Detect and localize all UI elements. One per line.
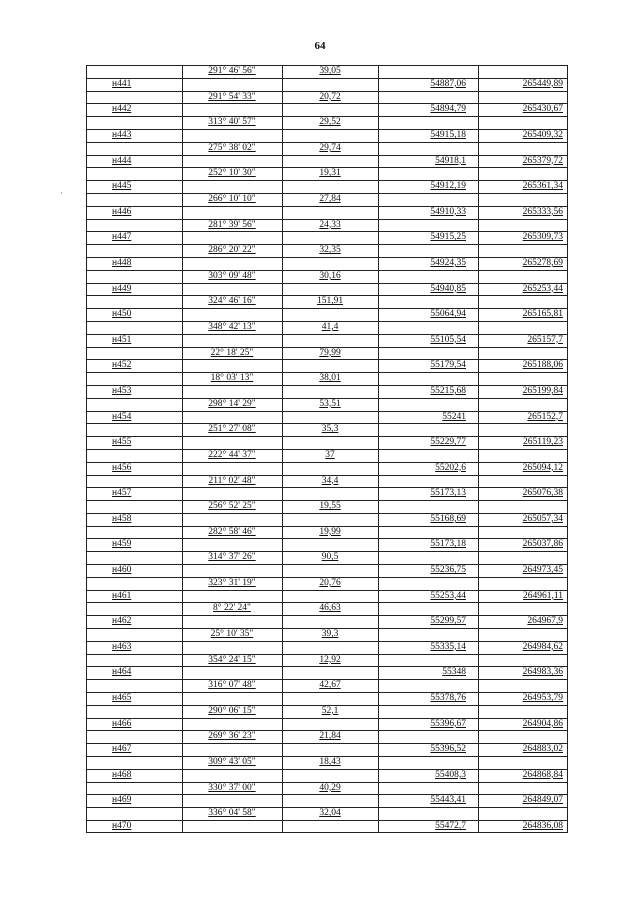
y-coordinate: 264883,02 <box>522 744 563 755</box>
y-coordinate: 264868,84 <box>522 769 563 780</box>
x-coordinate: 55396,67 <box>430 718 466 729</box>
direction-angle: 25° 10' 35" <box>210 629 254 640</box>
distance: 53,51 <box>319 398 341 409</box>
point-row <box>86 692 568 705</box>
point-row <box>86 564 568 577</box>
x-coordinate: 54910,33 <box>430 206 466 217</box>
distance: 34,4 <box>321 475 339 486</box>
distance: 21,84 <box>319 731 341 742</box>
direction-angle: 290° 06' 15" <box>208 705 256 716</box>
segment-row <box>86 449 568 462</box>
segment-row <box>86 756 568 769</box>
point-row <box>86 538 568 551</box>
x-coordinate: 55396,52 <box>430 744 466 755</box>
point-name: н457 <box>112 488 132 499</box>
x-coordinate: 54894,79 <box>430 104 466 115</box>
distance: 18,43 <box>319 757 341 768</box>
direction-angle: 336° 04' 58" <box>208 808 256 819</box>
column-divider <box>567 65 568 833</box>
direction-angle: 281° 39' 56" <box>208 219 256 230</box>
distance: 39,05 <box>319 66 341 76</box>
segment-row <box>86 782 568 795</box>
point-row <box>86 78 568 91</box>
x-coordinate: 54887,06 <box>430 78 466 89</box>
distance: 52,1 <box>321 705 339 716</box>
segment-row <box>86 500 568 513</box>
distance: 42,67 <box>319 680 341 691</box>
y-coordinate: 265094,12 <box>522 462 563 473</box>
point-name: н442 <box>112 104 132 115</box>
direction-angle: 269° 36' 23" <box>208 731 256 742</box>
column-divider <box>282 65 283 833</box>
y-coordinate: 264836,08 <box>522 821 563 832</box>
point-row <box>86 129 568 142</box>
y-coordinate: 265309,73 <box>522 232 563 243</box>
direction-angle: 303° 09' 48" <box>208 270 256 281</box>
point-row <box>86 487 568 500</box>
distance: 19,55 <box>319 501 341 512</box>
distance: 35,3 <box>321 424 339 435</box>
point-name: н466 <box>112 718 132 729</box>
point-name: н456 <box>112 462 132 473</box>
segment-row <box>86 628 568 641</box>
point-name: н454 <box>112 411 132 422</box>
y-coordinate: 265152,7 <box>527 411 563 422</box>
direction-angle: 222° 44' 37" <box>208 449 256 460</box>
x-coordinate: 55105,54 <box>430 334 466 345</box>
x-coordinate: 55299,57 <box>430 616 466 627</box>
point-row <box>86 308 568 321</box>
distance: 37 <box>325 449 335 460</box>
direction-angle: 323° 31' 19" <box>208 577 256 588</box>
stray-mark: · <box>60 188 63 198</box>
x-coordinate: 55179,54 <box>430 360 466 371</box>
x-coordinate: 54940,85 <box>430 283 466 294</box>
point-row <box>86 411 568 424</box>
x-coordinate: 55236,75 <box>430 565 466 576</box>
point-row <box>86 641 568 654</box>
point-name: н467 <box>112 744 132 755</box>
distance: 90,5 <box>321 552 339 563</box>
direction-angle: 309° 43' 05" <box>208 757 256 768</box>
y-coordinate: 264967,9 <box>527 616 563 627</box>
point-row <box>86 590 568 603</box>
y-coordinate: 264849,07 <box>522 795 563 806</box>
point-row <box>86 743 568 756</box>
y-coordinate: 264984,62 <box>522 641 563 652</box>
point-row <box>86 615 568 628</box>
column-divider <box>378 65 379 833</box>
y-coordinate: 265361,34 <box>522 181 563 192</box>
x-coordinate: 55215,68 <box>430 385 466 396</box>
segment-row <box>86 347 568 360</box>
point-row <box>86 359 568 372</box>
point-name: н446 <box>112 206 132 217</box>
distance: 46,63 <box>319 603 341 614</box>
segment-row <box>86 91 568 104</box>
x-coordinate: 55229,77 <box>430 437 466 448</box>
direction-angle: 316° 07' 48" <box>208 680 256 691</box>
y-coordinate: 264904,86 <box>522 718 563 729</box>
x-coordinate: 54912,19 <box>430 181 466 192</box>
point-name: н445 <box>112 181 132 192</box>
point-name: н463 <box>112 641 132 652</box>
x-coordinate: 54918,1 <box>435 155 466 166</box>
page-number: 64 <box>314 40 326 52</box>
point-name: н465 <box>112 693 132 704</box>
point-name: н444 <box>112 155 132 166</box>
direction-angle: 18° 03' 13" <box>210 373 254 384</box>
direction-angle: 324° 46' 16" <box>208 296 256 307</box>
segment-row <box>86 65 568 78</box>
segment-row <box>86 577 568 590</box>
segment-row <box>86 526 568 539</box>
distance: 39,3 <box>321 629 339 640</box>
segment-row <box>86 398 568 411</box>
segment-row <box>86 116 568 129</box>
distance: 40,29 <box>319 782 341 793</box>
distance: 20,72 <box>319 91 341 102</box>
direction-angle: 291° 54' 33" <box>208 91 256 102</box>
y-coordinate: 264961,11 <box>522 590 563 601</box>
direction-angle: 211° 02' 48" <box>208 475 256 486</box>
direction-angle: 251° 27' 08" <box>208 424 256 435</box>
x-coordinate: 54924,35 <box>430 257 466 268</box>
point-name: н452 <box>112 360 132 371</box>
y-coordinate: 265157,7 <box>527 334 563 345</box>
x-coordinate: 55378,76 <box>430 693 466 704</box>
point-row <box>86 257 568 270</box>
point-name: н462 <box>112 616 132 627</box>
point-row <box>86 718 568 731</box>
x-coordinate: 54915,25 <box>430 232 466 243</box>
point-name: н455 <box>112 437 132 448</box>
direction-angle: 286° 20' 22" <box>208 245 256 256</box>
x-coordinate: 55173,18 <box>430 539 466 550</box>
y-coordinate: 265076,38 <box>522 488 563 499</box>
x-coordinate: 55241 <box>442 411 466 422</box>
coordinate-table <box>86 65 568 833</box>
point-row <box>86 820 568 833</box>
direction-angle: 266° 10' 10" <box>208 193 256 204</box>
y-coordinate: 265037,86 <box>522 539 563 550</box>
direction-angle: 330° 37' 00" <box>208 782 256 793</box>
point-row <box>86 436 568 449</box>
point-name: н453 <box>112 385 132 396</box>
distance: 30,16 <box>319 270 341 281</box>
point-name: н451 <box>112 334 132 345</box>
x-coordinate: 55168,69 <box>430 513 466 524</box>
point-row <box>86 155 568 168</box>
point-row <box>86 666 568 679</box>
direction-angle: 354° 24' 15" <box>208 654 256 665</box>
x-coordinate: 55348 <box>442 667 466 678</box>
direction-angle: 8° 22' 24" <box>213 603 251 614</box>
y-coordinate: 265119,23 <box>522 437 563 448</box>
direction-angle: 22° 18' 25" <box>210 347 254 358</box>
column-divider <box>478 65 479 833</box>
direction-angle: 256° 52' 25" <box>208 501 256 512</box>
distance: 27,84 <box>319 193 341 204</box>
direction-angle: 291° 46' 56" <box>208 66 256 76</box>
x-coordinate: 55173,13 <box>430 488 466 499</box>
segment-row <box>86 679 568 692</box>
point-row <box>86 180 568 193</box>
y-coordinate: 265409,32 <box>522 129 563 140</box>
distance: 151,91 <box>316 296 344 307</box>
segment-row <box>86 602 568 615</box>
y-coordinate: 264973,45 <box>522 565 563 576</box>
point-name: н458 <box>112 513 132 524</box>
segment-row <box>86 295 568 308</box>
y-coordinate: 265057,34 <box>522 513 563 524</box>
segment-row <box>86 193 568 206</box>
segment-row <box>86 654 568 667</box>
distance: 41,4 <box>321 321 339 332</box>
column-divider <box>182 65 183 833</box>
point-name: н448 <box>112 257 132 268</box>
point-row <box>86 103 568 116</box>
point-row <box>86 283 568 296</box>
point-name: н443 <box>112 129 132 140</box>
y-coordinate: 265278,69 <box>522 257 563 268</box>
segment-row <box>86 270 568 283</box>
point-row <box>86 769 568 782</box>
direction-angle: 298° 14' 29" <box>208 398 256 409</box>
y-coordinate: 264983,36 <box>522 667 563 678</box>
point-name: н459 <box>112 539 132 550</box>
direction-angle: 313° 40' 57" <box>208 117 256 128</box>
point-name: н460 <box>112 565 132 576</box>
segment-row <box>86 551 568 564</box>
point-row <box>86 462 568 475</box>
column-divider <box>86 65 87 833</box>
x-coordinate: 55202,6 <box>435 462 466 473</box>
x-coordinate: 55472,7 <box>435 821 466 832</box>
distance: 32,35 <box>319 245 341 256</box>
distance: 12,92 <box>319 654 341 665</box>
segment-row <box>86 475 568 488</box>
segment-row <box>86 705 568 718</box>
y-coordinate: 265188,06 <box>522 360 563 371</box>
segment-row <box>86 167 568 180</box>
distance: 20,76 <box>319 577 341 588</box>
distance: 19,99 <box>319 526 341 537</box>
direction-angle: 282° 58' 46" <box>208 526 256 537</box>
x-coordinate: 55064,94 <box>430 309 466 320</box>
direction-angle: 348° 42' 13" <box>208 321 256 332</box>
point-name: н449 <box>112 283 132 294</box>
y-coordinate: 265165,81 <box>522 309 563 320</box>
y-coordinate: 265253,44 <box>522 283 563 294</box>
x-coordinate: 54915,18 <box>430 129 466 140</box>
distance: 29,74 <box>319 142 341 153</box>
distance: 32,04 <box>319 808 341 819</box>
y-coordinate: 265199,84 <box>522 385 563 396</box>
point-row <box>86 513 568 526</box>
segment-row <box>86 244 568 257</box>
x-coordinate: 55335,14 <box>430 641 466 652</box>
point-name: н450 <box>112 309 132 320</box>
point-name: н441 <box>112 78 132 89</box>
distance: 79,99 <box>319 347 341 358</box>
direction-angle: 275° 38' 02" <box>208 142 256 153</box>
point-row <box>86 794 568 807</box>
segment-row <box>86 321 568 334</box>
y-coordinate: 265449,89 <box>522 78 563 89</box>
direction-angle: 252° 10' 30" <box>208 168 256 179</box>
point-row <box>86 385 568 398</box>
x-coordinate: 55408,3 <box>435 769 466 780</box>
y-coordinate: 264953,79 <box>522 693 563 704</box>
point-name: н470 <box>112 821 132 832</box>
y-coordinate: 265333,56 <box>522 206 563 217</box>
point-name: н464 <box>112 667 132 678</box>
point-name: н461 <box>112 590 132 601</box>
distance: 29,52 <box>319 117 341 128</box>
distance: 24,33 <box>319 219 341 230</box>
segment-row <box>86 372 568 385</box>
segment-row <box>86 730 568 743</box>
distance: 38,01 <box>319 373 341 384</box>
y-coordinate: 265379,72 <box>522 155 563 166</box>
segment-row <box>86 219 568 232</box>
point-row <box>86 334 568 347</box>
x-coordinate: 55253,44 <box>430 590 466 601</box>
segment-row <box>86 807 568 820</box>
point-name: н468 <box>112 769 132 780</box>
y-coordinate: 265430,67 <box>522 104 563 115</box>
segment-row <box>86 423 568 436</box>
point-row <box>86 206 568 219</box>
point-name: н447 <box>112 232 132 243</box>
direction-angle: 314° 37' 26" <box>208 552 256 563</box>
x-coordinate: 55443,41 <box>430 795 466 806</box>
segment-row <box>86 142 568 155</box>
point-row <box>86 231 568 244</box>
point-name: н469 <box>112 795 132 806</box>
distance: 19,31 <box>319 168 341 179</box>
